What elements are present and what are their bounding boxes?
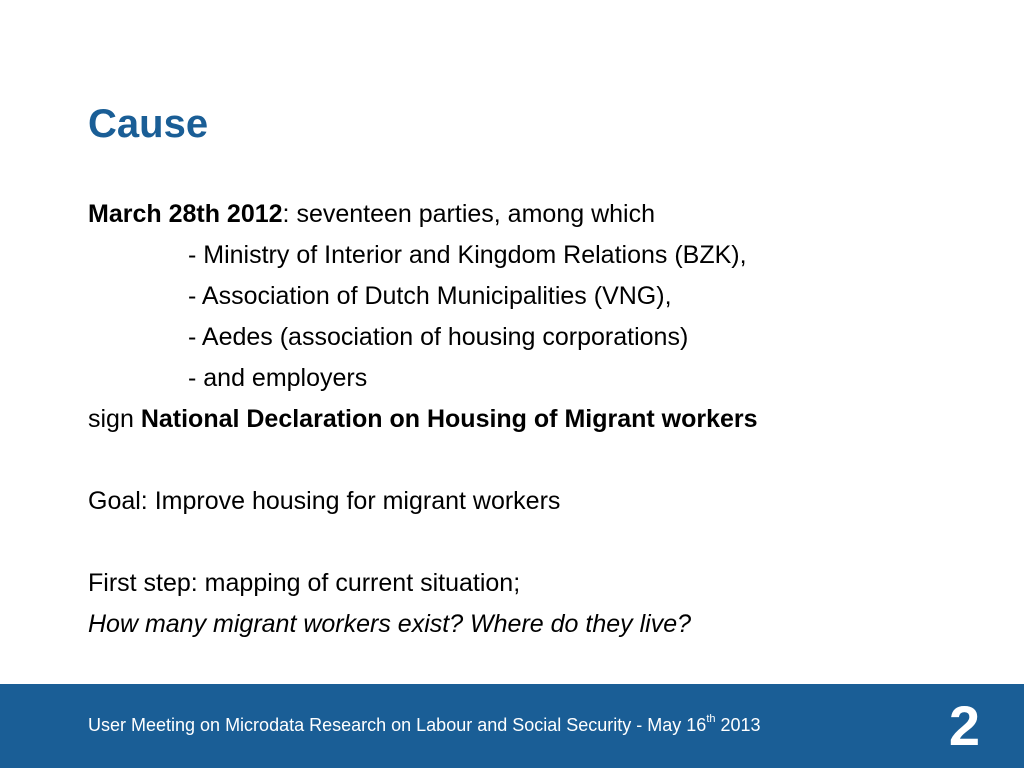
- body-line-date: [88, 194, 988, 235]
- declaration-name: National Declaration on Housing of Migrant workers: [140, 405, 758, 433]
- footer-text: [88, 713, 761, 737]
- party-item: - Aedes (association of housing corporations): [188, 323, 689, 351]
- date-rest: : seventeen parties, among which: [282, 200, 655, 228]
- page-number: 2: [948, 694, 980, 757]
- footer-superscript: th: [706, 713, 716, 725]
- body-line-question: How many migrant workers exist? Where do they live?: [88, 610, 692, 638]
- footer-bar: [0, 684, 1024, 768]
- date-bold: March 28th 2012: [88, 200, 283, 228]
- body-line-first-step: First step: mapping of current situation;: [88, 569, 521, 597]
- sign-prefix: sign: [88, 405, 141, 433]
- party-item: - and employers: [188, 364, 368, 392]
- party-item: - Association of Dutch Municipalities (VNG),: [188, 282, 672, 310]
- footer-text-year: 2013: [715, 715, 761, 735]
- spacer: [88, 522, 988, 563]
- body-line-sign: [88, 399, 988, 440]
- spacer: [88, 440, 988, 481]
- body-line-goal: Goal: Improve housing for migrant workers: [88, 487, 561, 515]
- party-item: - Ministry of Interior and Kingdom Relations (BZK),: [188, 241, 747, 269]
- slide-body: [88, 194, 988, 645]
- slide-title: Cause: [88, 102, 209, 146]
- footer-text-main: User Meeting on Microdata Research on Labour and Social Security - May 16: [88, 715, 707, 735]
